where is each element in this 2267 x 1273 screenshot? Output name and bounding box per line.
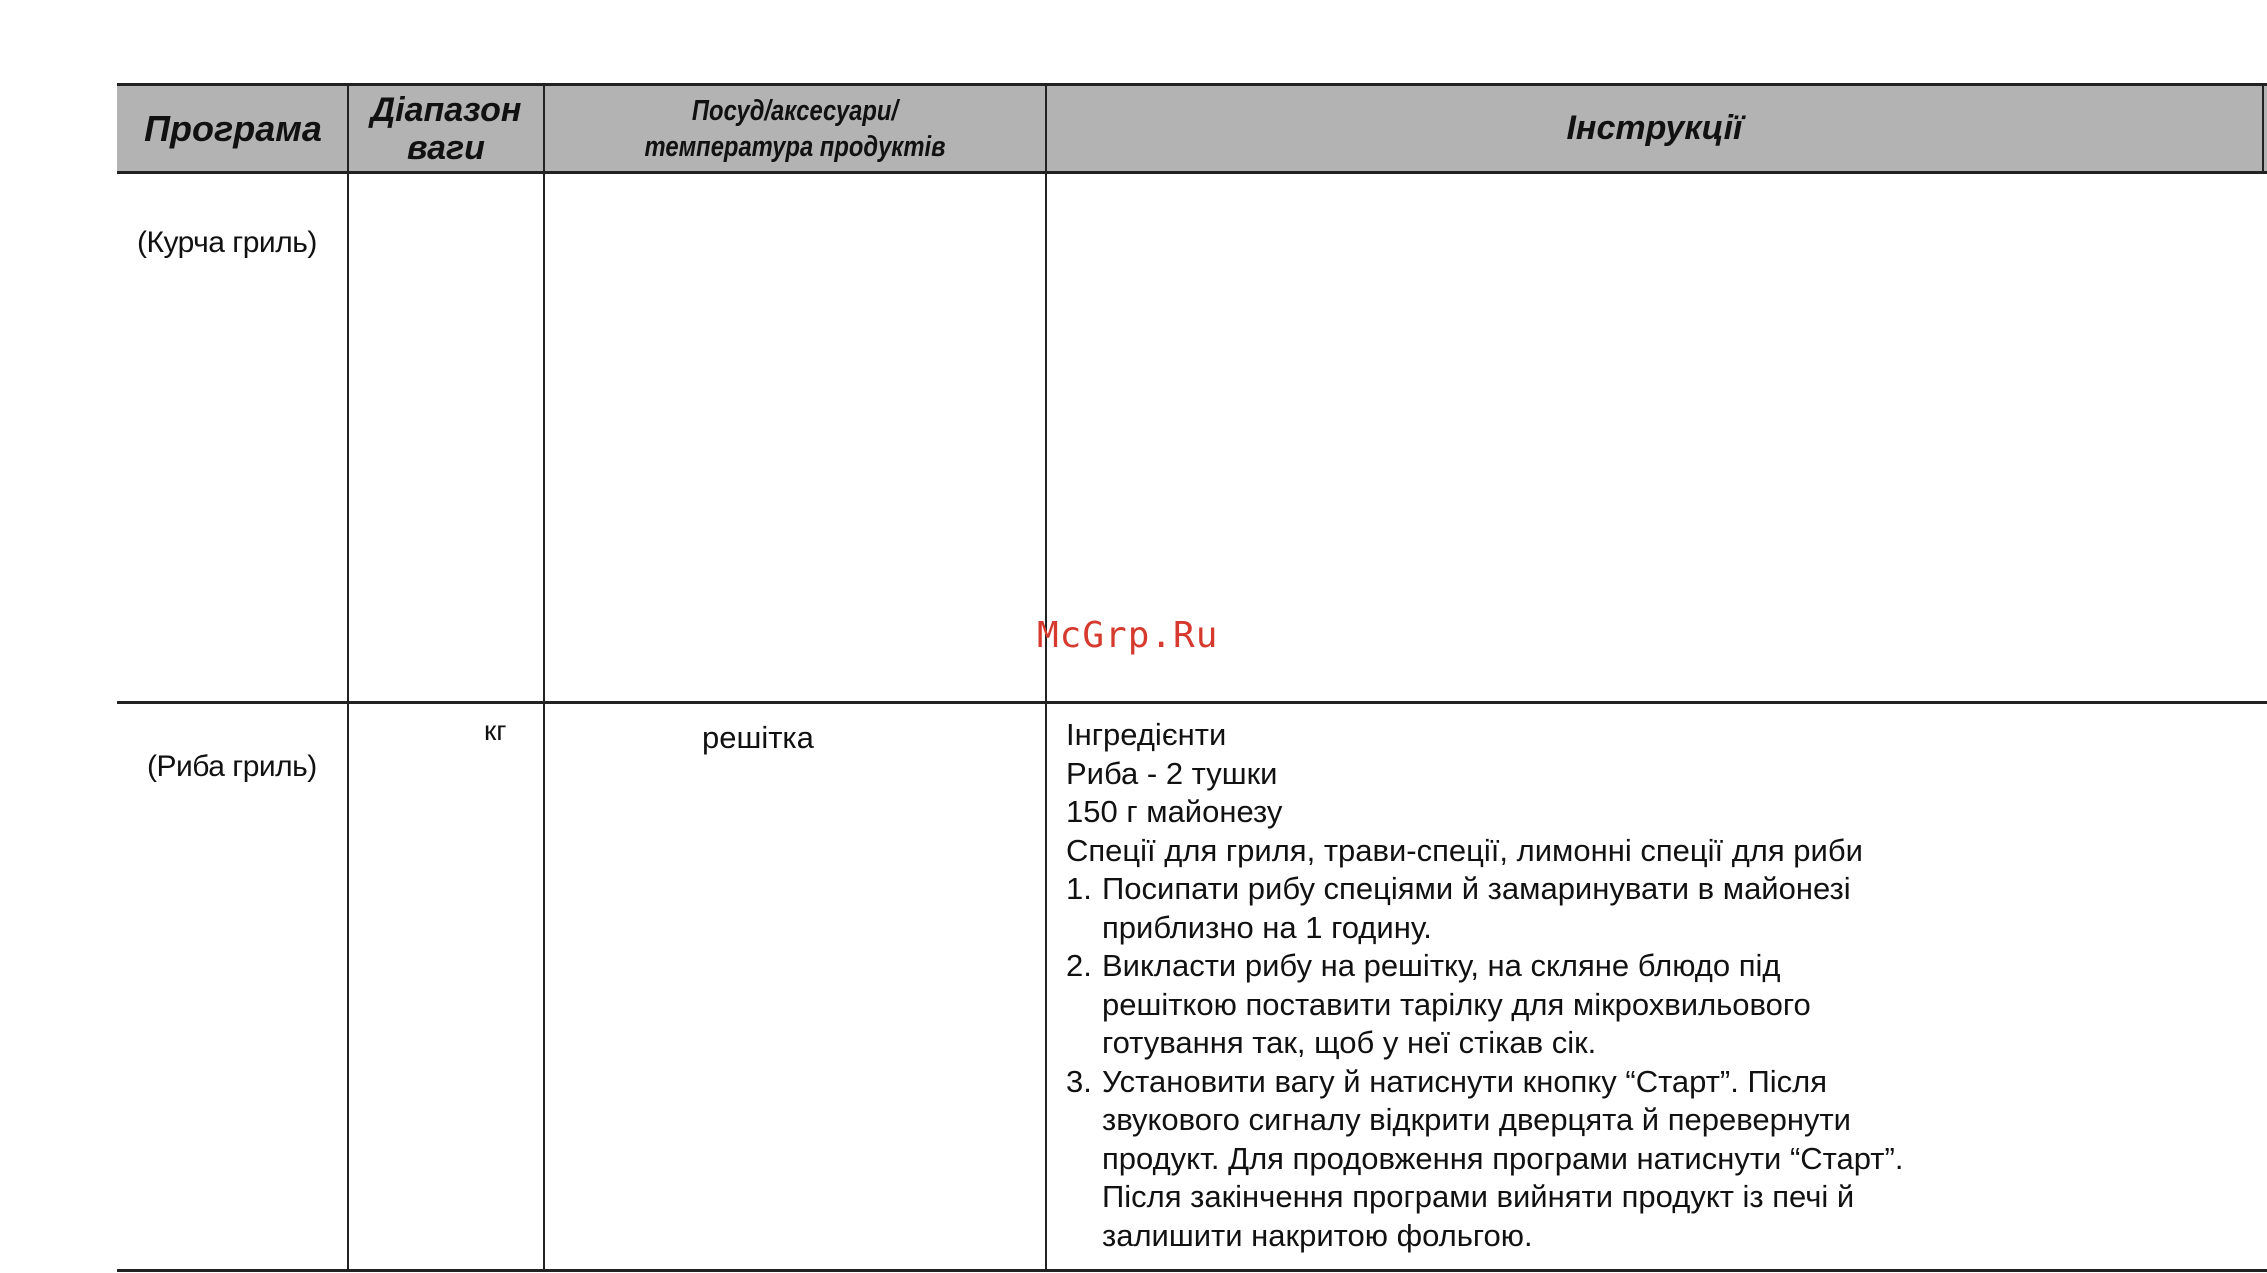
ingredients-heading: Інгредієнти bbox=[1066, 717, 1227, 752]
step-number: 1. bbox=[1066, 871, 1092, 906]
header-program bbox=[119, 86, 347, 171]
row-2-dishware: решітка bbox=[702, 720, 814, 755]
step-number: 3. bbox=[1066, 1063, 1092, 1099]
header-weight-line1: Діапазон bbox=[370, 90, 522, 129]
step-text: Викласти рибу на решітку, на скляне блюдо під решіткою поставити тарілку для мікрохвильового готування так, щоб у неї стікав сік. bbox=[1102, 948, 1811, 1060]
row-2-instructions bbox=[1066, 716, 2246, 1255]
instruction-step bbox=[1066, 1063, 2246, 1256]
step-text: Посипати рибу спеціями й замаринувати в майонезі приблизно на 1 годину. bbox=[1102, 871, 1851, 945]
step-number: 2. bbox=[1066, 948, 1092, 983]
table-bottom-rule bbox=[117, 1269, 2267, 1272]
ingredient-item: Спеції для гриля, трави-спеції, лимонні спеції для риби bbox=[1066, 832, 1863, 868]
row-2-program: (Риба гриль) bbox=[147, 750, 317, 783]
header-right-edge bbox=[2262, 86, 2264, 171]
header-instructions bbox=[1047, 86, 2262, 171]
ingredient-item: Риба - 2 тушки bbox=[1066, 755, 1278, 791]
instruction-step bbox=[1066, 870, 2246, 947]
header-weight-line2: ваги bbox=[407, 128, 485, 167]
row-1-program: (Курча гриль) bbox=[137, 226, 317, 259]
ingredient-item: 150 г майонезу bbox=[1066, 794, 1283, 829]
step-text: Установити вагу й натиснути кнопку “Старт”. Після звукового сигналу відкрити дверцята й перевернути продукт. Для продовження програми натиснути “Старт”. Після закінчення програми вийняти продукт із печі й залишити накритою фольгою. bbox=[1102, 1063, 1904, 1253]
column-divider-1 bbox=[347, 86, 349, 1270]
table-row-separator bbox=[117, 701, 2267, 704]
header-program-label: Програма bbox=[144, 107, 322, 149]
column-divider-3 bbox=[1045, 86, 1047, 1270]
header-instructions-label: Інструкції bbox=[1566, 109, 1743, 147]
header-dish-line2: температура продуктів bbox=[644, 130, 946, 163]
table-header-rule bbox=[117, 171, 2267, 174]
instruction-step bbox=[1066, 947, 2246, 1063]
header-dishware bbox=[590, 86, 1000, 171]
watermark-logo: McGrp.Ru bbox=[1037, 615, 1219, 656]
header-weight-range bbox=[349, 86, 543, 171]
row-2-weight-unit: кг bbox=[484, 715, 507, 746]
header-dish-line1: Посуд/аксесуари/ bbox=[691, 94, 899, 127]
column-divider-2 bbox=[543, 86, 545, 1270]
